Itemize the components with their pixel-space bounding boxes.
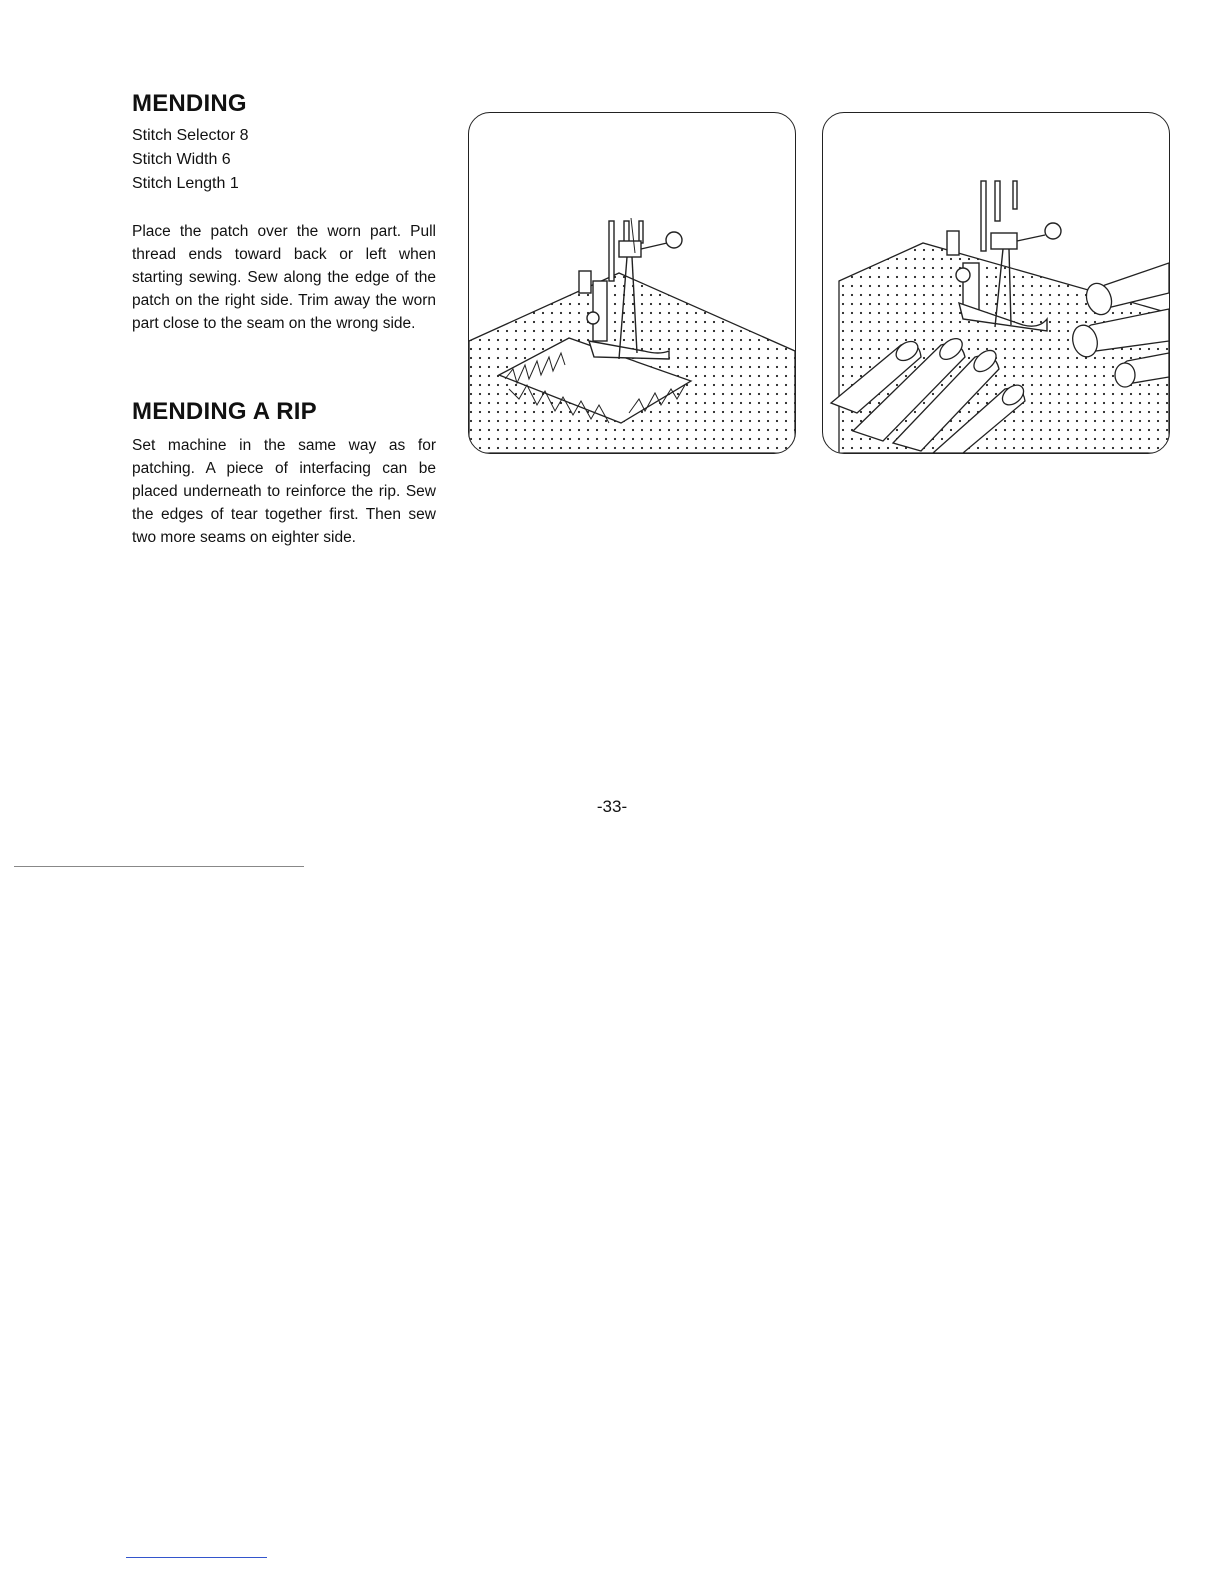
page-number: -33- <box>596 797 628 816</box>
patch-sewing-drawing <box>469 113 795 453</box>
stitch-width-setting: Stitch Width 6 <box>132 151 231 168</box>
mending-settings <box>132 124 249 196</box>
bottom-rule <box>126 1557 267 1558</box>
hands-guiding-fabric-illustration <box>822 112 1170 454</box>
mending-rip-heading: MENDING A RIP <box>132 398 317 425</box>
mending-instructions: Place the patch over the worn part. Pull thread ends toward back or left when starting sewing. Sew along the edge of the patch on the right side. Trim away the worn part close to the seam on the wrong side. <box>132 223 436 332</box>
patch-sewing-illustration <box>468 112 796 454</box>
mending-heading: MENDING <box>132 90 247 117</box>
stitch-selector-setting: Stitch Selector 8 <box>132 127 249 144</box>
stitch-length-setting: Stitch Length 1 <box>132 175 239 192</box>
mending-rip-instructions: Set machine in the same way as for patching. A piece of interfacing can be placed underneath to reinforce the rip. Sew the edges of tear together first. Then sew two more seams on eighter side. <box>132 437 436 546</box>
scan-artifact-line <box>14 866 304 867</box>
hands-guiding-drawing <box>823 113 1169 453</box>
